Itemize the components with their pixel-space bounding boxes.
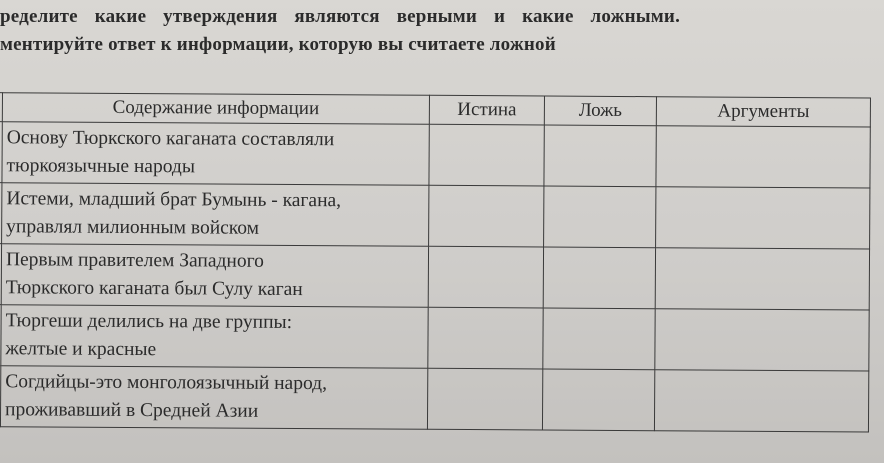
column-header-false: Ложь: [544, 96, 656, 126]
table-row: [0, 304, 869, 370]
false-cell[interactable]: [544, 186, 656, 248]
arguments-cell[interactable]: [654, 370, 868, 432]
statement-text-line: управлял милионным войском: [6, 216, 260, 239]
true-false-table: [0, 92, 871, 432]
table-row: [0, 122, 870, 188]
statement-text-line: Тюркского каганата был Сулу каган: [5, 277, 303, 301]
statement-cell: [2, 122, 429, 186]
column-header-true: Истина: [429, 95, 544, 125]
table-header-row: [0, 93, 870, 127]
column-header-arguments: Аргументы: [656, 97, 870, 127]
false-cell[interactable]: [543, 247, 655, 309]
true-cell[interactable]: [427, 368, 542, 430]
true-cell[interactable]: [428, 246, 543, 308]
column-header-content: Содержание информации: [2, 93, 429, 125]
arguments-cell[interactable]: [655, 248, 869, 310]
true-cell[interactable]: [429, 185, 544, 247]
arguments-cell[interactable]: [656, 126, 870, 188]
statement-text-line: проживавший в Средней Азии: [4, 399, 259, 422]
true-cell[interactable]: [429, 124, 544, 186]
table-row: [0, 183, 870, 249]
statement-text-line: тюркоязычные народы: [6, 155, 196, 178]
false-cell[interactable]: [542, 369, 654, 431]
statement-text-line: Тюргеши делились на две группы:: [5, 310, 293, 333]
true-cell[interactable]: [428, 307, 543, 369]
statement-cell: [1, 244, 428, 308]
false-cell[interactable]: [543, 308, 655, 370]
statement-text-line: желтые и красные: [5, 338, 157, 361]
false-cell[interactable]: [544, 125, 656, 187]
arguments-cell[interactable]: [656, 187, 870, 249]
statement-text-line: Истеми, младший брат Бумынь - кагана,: [6, 188, 342, 212]
statement-text-line: Основу Тюркского каганата составляли: [6, 127, 335, 151]
statement-cell: [1, 305, 428, 369]
instruction-line-1: ределите какие утверждения являются верными и какие ложными.: [0, 6, 681, 27]
arguments-cell[interactable]: [655, 309, 869, 371]
statement-text-line: Согдийцы-это монголоязычный народ,: [5, 371, 328, 395]
statement-cell: [2, 183, 429, 247]
table-row: [0, 244, 870, 310]
statement-text-line: Первым правителем Западного: [5, 249, 264, 272]
instruction-line-2: ментируйте ответ к информации, которую вы считаете ложной: [0, 34, 556, 55]
table-row: [0, 365, 869, 431]
statement-cell: [0, 366, 427, 430]
